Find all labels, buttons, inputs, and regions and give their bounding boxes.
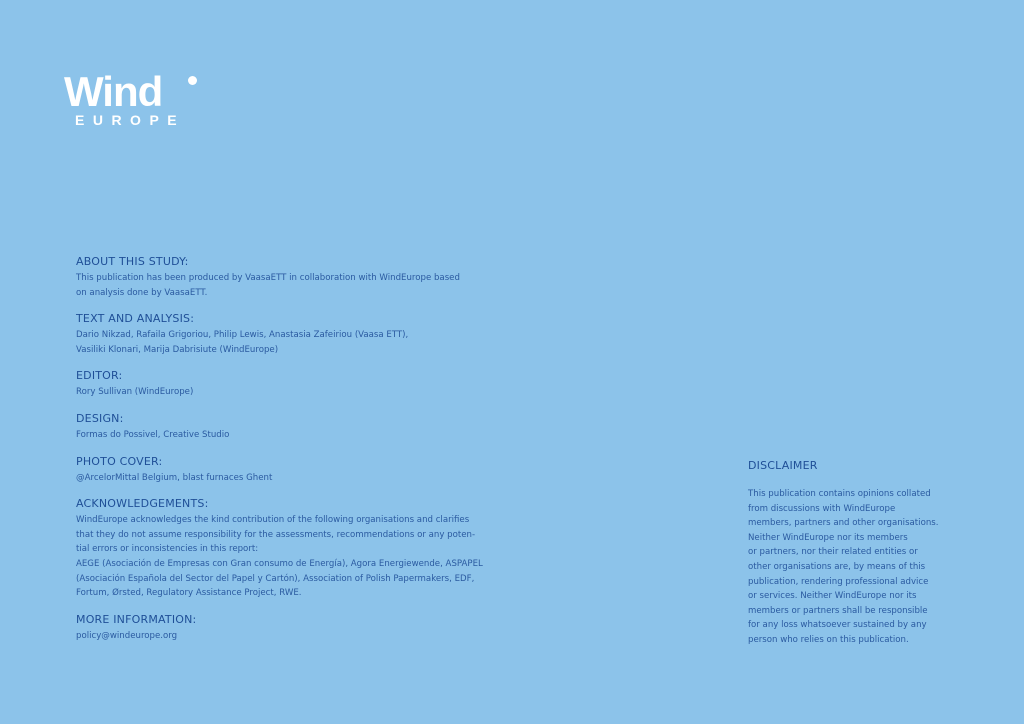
contact-email[interactable]: policy@windeurope.org (76, 630, 178, 641)
editor-heading: EDITOR: (76, 369, 123, 383)
editor-text: Rory Sullivan (WindEurope) (76, 387, 194, 398)
design-section (76, 412, 516, 443)
acknowledgements-heading: ACKNOWLEDGEMENTS: (76, 497, 209, 511)
acknowledgements-section (76, 497, 516, 601)
photo-section (76, 455, 516, 486)
authors-heading: TEXT AND ANALYSIS: (76, 312, 195, 326)
more-info-heading: MORE INFORMATION: (76, 612, 197, 626)
photo-heading: PHOTO COVER: (76, 454, 163, 468)
logo-europe-text: EUROPE (75, 112, 186, 128)
acknowledgements-text: WindEurope acknowledges the kind contribution of the following organisations and clarifies that they do not assume responsibility for the assessments, recommendations or any poten- tial errors or inconsistencies in this report: AEGE (Asociación de Empresas con Gran consumo de Energía), Agora Energiewende, ASPAPEL (Asociación Española del Sector del Papel y Cartón), Association of Polish Papermakers, EDF, Fortum, Ørsted, Regulatory Assistance Project, RWE. (76, 515, 483, 599)
disclaimer-column (748, 459, 978, 648)
more-info-section (76, 613, 516, 644)
windeurope-logo (64, 68, 204, 128)
colophon-column (76, 255, 516, 655)
disclaimer-text: This publication contains opinions collated from discussions with WindEurope members, partners and other organisations. Neither WindEurope nor its members or partners, nor their related entities or other organisations are, by means of this publication, rendering professional advice or services. Neither WindEurope nor its members or partners shall be responsible for any loss whatsoever sustained by any person who relies on this publication. (748, 489, 939, 645)
logo-dot-icon (188, 76, 197, 85)
photo-text: @ArcelorMittal Belgium, blast furnaces Ghent (76, 472, 273, 483)
design-text: Formas do Possivel, Creative Studio (76, 429, 230, 440)
about-text: This publication has been produced by VaasaETT in collaboration with WindEurope based on analysis done by VaasaETT. (76, 273, 460, 298)
authors-section (76, 312, 516, 357)
authors-text: Dario Nikzad, Rafaila Grigoriou, Philip Lewis, Anastasia Zafeiriou (Vaasa ETT), Vasiliki Klonari, Marija Dabrisiute (WindEurope) (76, 330, 409, 355)
disclaimer-heading: DISCLAIMER (748, 459, 818, 472)
logo-wind-text: Wind (64, 68, 163, 115)
design-heading: DESIGN: (76, 411, 124, 425)
about-heading: ABOUT THIS STUDY: (76, 255, 189, 268)
editor-section (76, 369, 516, 400)
about-section (76, 255, 516, 300)
